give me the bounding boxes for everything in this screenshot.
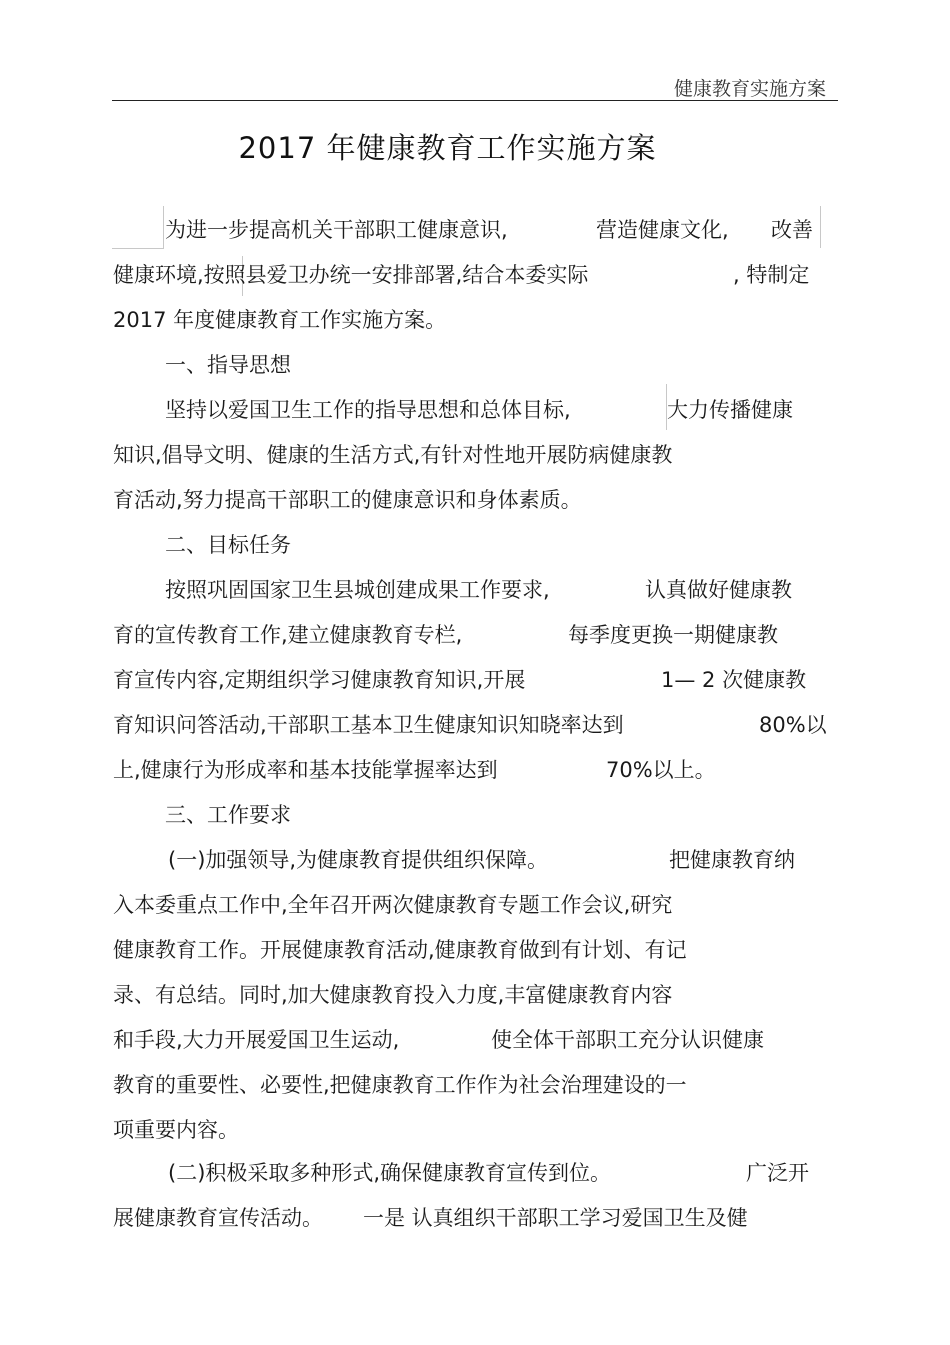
- text-segment: 每季度更换一期健康教: [568, 623, 778, 647]
- heading-text: 一、指导思想: [165, 353, 291, 377]
- crop-mark: [112, 248, 164, 249]
- text-segment: 把健康教育纳: [669, 848, 795, 872]
- text-segment: 健康环境,按照县爱卫办统一安排部署,结合本委实际: [113, 263, 589, 287]
- text-segment: 知识,倡导文明、健康的生活方式,有针对性地开展防病健康教: [113, 443, 673, 467]
- crop-mark: [820, 206, 821, 248]
- text-segment: (一)加强领导,为健康教育提供组织保障。: [168, 848, 549, 872]
- text-segment: 使全体干部职工充分认识健康: [491, 1028, 764, 1052]
- text-segment: 广泛开: [746, 1161, 809, 1185]
- text-segment: 育宣传内容,定期组织学习健康教育知识,开展: [113, 668, 526, 692]
- text-segment: 按照巩固国家卫生县城创建成果工作要求,: [165, 578, 550, 602]
- text-segment: (二)积极采取多种形式,确保健康教育宣传到位。: [168, 1161, 612, 1185]
- text-segment: 项重要内容。: [113, 1118, 239, 1142]
- crop-mark: [163, 206, 164, 248]
- header-rule: [112, 100, 838, 101]
- text-segment: 育活动,努力提高干部职工的健康意识和身体素质。: [113, 488, 582, 512]
- text-segment: 和手段,大力开展爱国卫生运动,: [113, 1028, 400, 1052]
- text-segment: 认真做好健康教: [645, 578, 792, 602]
- text-segment: 一是 认真组织干部职工学习爱国卫生及健: [363, 1206, 748, 1230]
- text-segment: 大力传播健康: [667, 398, 793, 422]
- running-title: 健康教育实施方案: [673, 78, 826, 100]
- text-segment: 录、有总结。同时,加大健康教育投入力度,丰富健康教育内容: [113, 983, 673, 1007]
- heading-text: 二、目标任务: [165, 533, 291, 557]
- text-segment: 育的宣传教育工作,建立健康教育专栏,: [113, 623, 463, 647]
- text-segment: 教育的重要性、必要性,把健康教育工作作为社会治理建设的一: [113, 1073, 687, 1097]
- text-segment: 入本委重点工作中,全年召开两次健康教育专题工作会议,研究: [113, 893, 673, 917]
- text-segment: 改善: [771, 218, 813, 242]
- text-segment: 育知识问答活动,干部职工基本卫生健康知识知晓率达到: [113, 713, 624, 737]
- text-segment: 1— 2 次健康教: [661, 668, 807, 692]
- text-segment: 展健康教育宣传活动。: [113, 1206, 323, 1230]
- text-segment: 为进一步提高机关干部职工健康意识,: [165, 218, 508, 242]
- heading-text: 三、工作要求: [165, 803, 291, 827]
- text-segment: , 特制定: [733, 263, 810, 287]
- text-segment: 70%以上。: [606, 758, 716, 782]
- document-title: 2017 年健康教育工作实施方案: [238, 131, 657, 165]
- text-segment: 2017 年度健康教育工作实施方案。: [113, 308, 447, 332]
- text-segment: 上,健康行为形成率和基本技能掌握率达到: [113, 758, 498, 782]
- text-segment: 80%以: [759, 713, 827, 737]
- text-segment: 健康教育工作。开展健康教育活动,健康教育做到有计划、有记: [113, 938, 687, 962]
- text-segment: 坚持以爱国卫生工作的指导思想和总体目标,: [165, 398, 571, 422]
- text-segment: 营造健康文化,: [596, 218, 729, 242]
